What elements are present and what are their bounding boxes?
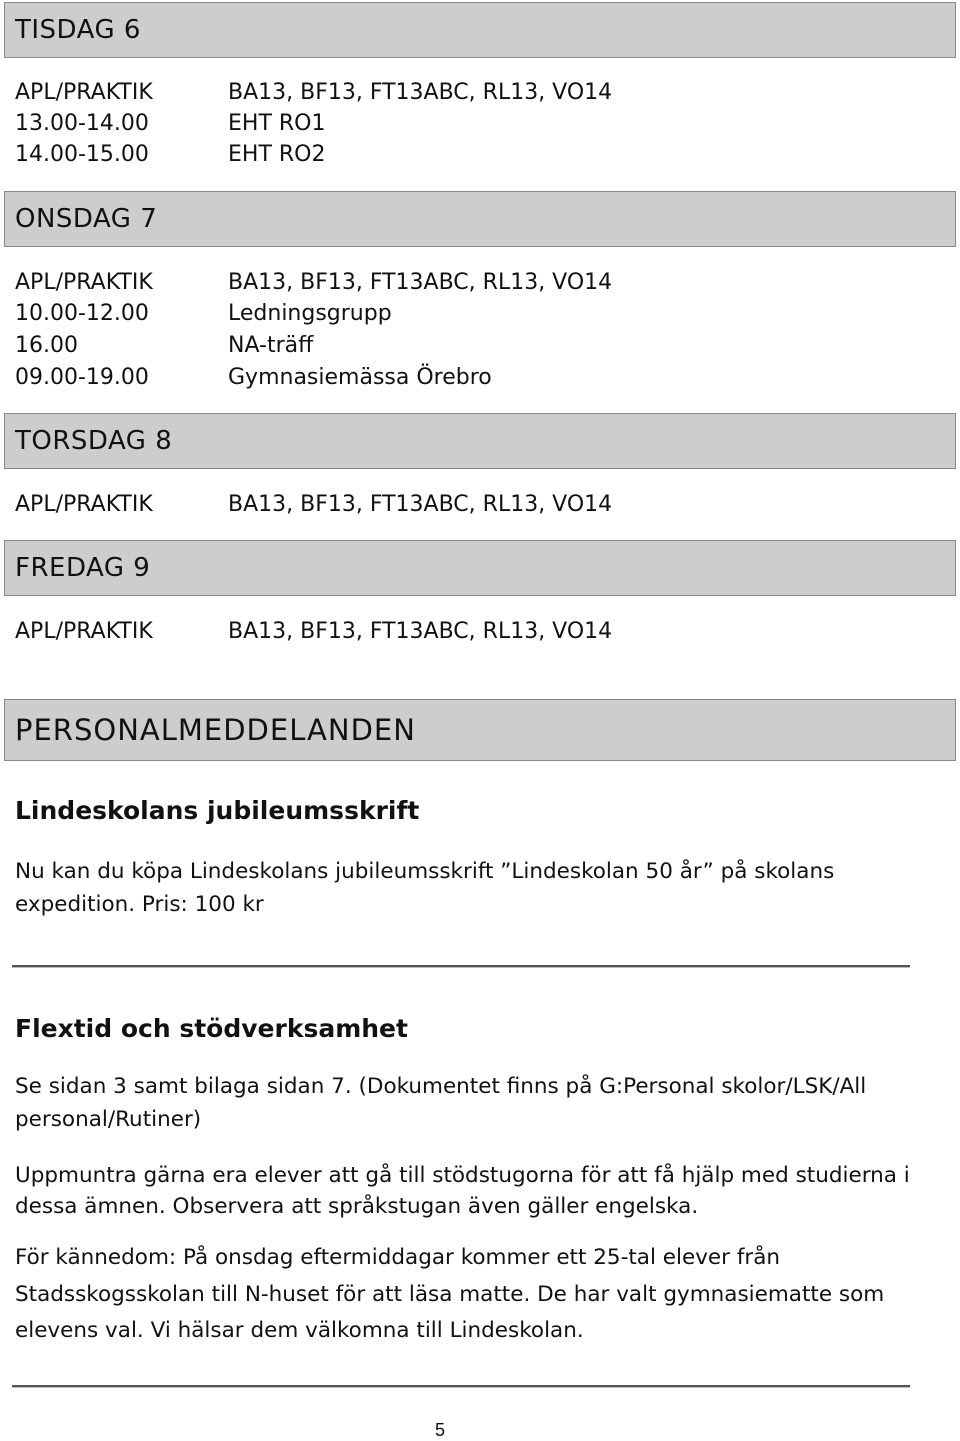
day-header-tisdag: TISDAG 6 bbox=[4, 2, 956, 58]
row-event: NA-träff bbox=[228, 333, 314, 358]
row-time: APL/PRAKTIK bbox=[15, 80, 153, 105]
row-event: BA13, BF13, FT13ABC, RL13, VO14 bbox=[228, 270, 613, 295]
day-header-torsdag: TORSDAG 8 bbox=[4, 413, 956, 469]
article-text-jubileum: Nu kan du köpa Lindeskolans jubileumsskrift ”Lindeskolan 50 år” på skolans expedition. Pris: 100 kr bbox=[15, 859, 835, 917]
row-time: APL/PRAKTIK bbox=[15, 619, 153, 644]
page-number: 5 bbox=[434, 1420, 445, 1440]
divider bbox=[12, 1385, 910, 1388]
row-event: EHT RO2 bbox=[228, 142, 326, 167]
section-header-personalmeddelanden: PERSONALMEDDELANDEN bbox=[4, 699, 956, 761]
row-time: 14.00-15.00 bbox=[15, 142, 149, 167]
row-time: APL/PRAKTIK bbox=[15, 270, 153, 295]
article-heading-flextid: Flextid och stödverksamhet bbox=[15, 1014, 408, 1043]
row-event: EHT RO1 bbox=[228, 111, 326, 136]
row-event: Ledningsgrupp bbox=[228, 301, 392, 326]
divider bbox=[12, 965, 910, 968]
article-text-flextid-2: Uppmuntra gärna era elever att gå till stödstugorna för att få hjälp med studierna i dessa ämnen. Observera att språkstugan även gäller engelska. bbox=[15, 1163, 910, 1219]
day-header-fredag: FREDAG 9 bbox=[4, 540, 956, 596]
row-event: BA13, BF13, FT13ABC, RL13, VO14 bbox=[228, 619, 613, 644]
row-time: 10.00-12.00 bbox=[15, 301, 149, 326]
day-header-onsdag: ONSDAG 7 bbox=[4, 191, 956, 247]
row-event: Gymnasiemässa Örebro bbox=[228, 365, 492, 390]
row-time: 16.00 bbox=[15, 333, 78, 358]
article-text-flextid-1: Se sidan 3 samt bilaga sidan 7. (Dokumentet finns på G:Personal skolor/LSK/All personal/Rutiner) bbox=[15, 1074, 867, 1132]
row-event: BA13, BF13, FT13ABC, RL13, VO14 bbox=[228, 80, 613, 105]
row-time: 09.00-19.00 bbox=[15, 365, 149, 390]
row-time: APL/PRAKTIK bbox=[15, 492, 153, 517]
article-text-flextid-3: För kännedom: På onsdag eftermiddagar kommer ett 25-tal elever från Stadsskogsskolan till N-huset för att läsa matte. De har valt gymnasiematte som elevens val. Vi hälsar dem välkomna till Lindeskolan. bbox=[15, 1245, 885, 1343]
row-event: BA13, BF13, FT13ABC, RL13, VO14 bbox=[228, 492, 613, 517]
article-heading-jubileum: Lindeskolans jubileumsskrift bbox=[15, 796, 420, 825]
row-time: 13.00-14.00 bbox=[15, 111, 149, 136]
